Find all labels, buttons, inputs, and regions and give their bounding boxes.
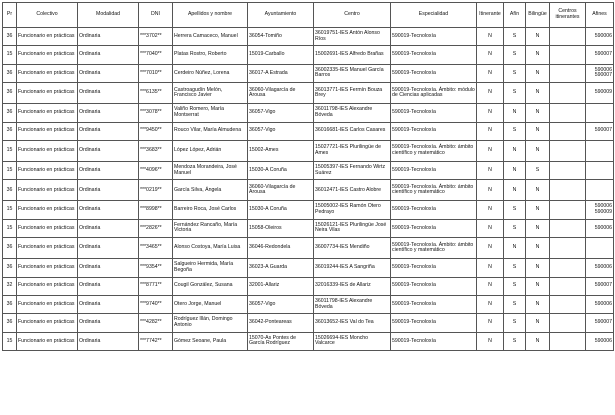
cell-afin: S xyxy=(504,28,526,46)
cell-afin: S xyxy=(504,64,526,82)
cell-nombre: Barreiro Roca, José Carlos xyxy=(173,201,248,219)
cell-pr: 32 xyxy=(3,277,17,295)
cell-afin: S xyxy=(504,201,526,219)
cell-especialidad: 590019-Tecnoloxía xyxy=(391,161,477,179)
cell-centros-itinerantes xyxy=(550,122,586,140)
cell-afines: 590007 xyxy=(586,46,614,64)
cell-dni: ***6135** xyxy=(139,83,173,104)
cell-modalidad: Ordinaria xyxy=(78,219,139,237)
cell-pr: 36 xyxy=(3,180,17,201)
cell-nombre: Herrera Camaceco, Manuel xyxy=(173,28,248,46)
column-header: Afín xyxy=(504,3,526,28)
cell-ayuntamiento: 36046-Redondela xyxy=(248,238,314,259)
cell-afines: 590007 xyxy=(586,277,614,295)
cell-centro: 36019751-IES Antón Alonso Ríos xyxy=(314,28,391,46)
cell-centros-itinerantes xyxy=(550,28,586,46)
column-header: Especialidad xyxy=(391,3,477,28)
cell-itinerante: N xyxy=(477,46,504,64)
cell-especialidad: 590019-Tecnoloxía. Ámbito: ámbito científico y matemático xyxy=(391,180,477,201)
cell-pr: 15 xyxy=(3,332,17,350)
column-header: Modalidad xyxy=(78,3,139,28)
cell-afines: 590006 xyxy=(586,259,614,277)
cell-centro: 36002335-IES Manuel García Barros xyxy=(314,64,391,82)
cell-afines xyxy=(586,238,614,259)
cell-bilingue: N xyxy=(526,46,550,64)
cell-bilingue: S xyxy=(526,161,550,179)
cell-dni: ***9740** xyxy=(139,295,173,313)
cell-modalidad: Ordinaria xyxy=(78,64,139,82)
column-header: Pr xyxy=(3,3,17,28)
cell-ayuntamiento: 15070-As Pontes de García Rodríguez xyxy=(248,332,314,350)
table-row xyxy=(3,295,614,313)
cell-ayuntamiento: 36042-Ponteareas xyxy=(248,314,314,332)
cell-especialidad: 590019-Tecnoloxía xyxy=(391,46,477,64)
cell-ayuntamiento: 36023-A Guarda xyxy=(248,259,314,277)
cell-modalidad: Ordinaria xyxy=(78,140,139,161)
cell-ayuntamiento: 36060-Vilagarcía de Arousa xyxy=(248,180,314,201)
cell-dni: ***7010** xyxy=(139,64,173,82)
cell-afines xyxy=(586,104,614,122)
cell-colectivo: Funcionario en prácticas xyxy=(17,238,78,259)
cell-afin: S xyxy=(504,83,526,104)
cell-modalidad: Ordinaria xyxy=(78,238,139,259)
cell-pr: 15 xyxy=(3,140,17,161)
cell-pr: 36 xyxy=(3,104,17,122)
cell-itinerante: N xyxy=(477,259,504,277)
cell-modalidad: Ordinaria xyxy=(78,122,139,140)
cell-especialidad: 590019-Tecnoloxía xyxy=(391,28,477,46)
cell-dni: ***7040** xyxy=(139,46,173,64)
cell-bilingue: N xyxy=(526,104,550,122)
table-row xyxy=(3,259,614,277)
cell-bilingue: N xyxy=(526,122,550,140)
cell-dni: ***8998** xyxy=(139,201,173,219)
cell-especialidad: 590019-Tecnoloxía xyxy=(391,332,477,350)
table-row xyxy=(3,64,614,82)
cell-colectivo: Funcionario en prácticas xyxy=(17,180,78,201)
cell-afines: 590006 590009 xyxy=(586,201,614,219)
cell-nombre: Otero Jorge, Manuel xyxy=(173,295,248,313)
cell-afines: 590006 xyxy=(586,219,614,237)
cell-especialidad: 590019-Tecnoloxía xyxy=(391,104,477,122)
cell-afin: N xyxy=(504,104,526,122)
cell-afines xyxy=(586,161,614,179)
cell-especialidad: 590019-Tecnoloxía xyxy=(391,295,477,313)
cell-dni: ***4096** xyxy=(139,161,173,179)
cell-itinerante: N xyxy=(477,332,504,350)
cell-itinerante: N xyxy=(477,122,504,140)
cell-ayuntamiento: 15030-A Coruña xyxy=(248,161,314,179)
table-row xyxy=(3,122,614,140)
table-row xyxy=(3,140,614,161)
cell-modalidad: Ordinaria xyxy=(78,104,139,122)
cell-centros-itinerantes xyxy=(550,314,586,332)
cell-pr: 15 xyxy=(3,201,17,219)
cell-pr: 15 xyxy=(3,219,17,237)
cell-bilingue: N xyxy=(526,64,550,82)
cell-afin: S xyxy=(504,277,526,295)
cell-colectivo: Funcionario en prácticas xyxy=(17,140,78,161)
cell-ayuntamiento: 15058-Oleiros xyxy=(248,219,314,237)
cell-nombre: Salgueiro Hermida, María Begoña xyxy=(173,259,248,277)
cell-nombre: Cougil González, Susana xyxy=(173,277,248,295)
cell-centro: 15005002-IES Ramón Otero Pedrayo xyxy=(314,201,391,219)
table-header xyxy=(3,3,614,28)
cell-bilingue: N xyxy=(526,277,550,295)
cell-bilingue: N xyxy=(526,219,550,237)
table-row xyxy=(3,104,614,122)
cell-nombre: García Silva, Ángela xyxy=(173,180,248,201)
cell-centro: 15026694-IES Moncho Valcarce xyxy=(314,332,391,350)
cell-colectivo: Funcionario en prácticas xyxy=(17,295,78,313)
cell-centros-itinerantes xyxy=(550,83,586,104)
table-row xyxy=(3,28,614,46)
cell-afin: N xyxy=(504,180,526,201)
table-body xyxy=(3,28,614,351)
cell-pr: 36 xyxy=(3,28,17,46)
cell-dni: ***7742** xyxy=(139,332,173,350)
cell-centro: 36013652-IES Val do Tea xyxy=(314,314,391,332)
cell-afin: N xyxy=(504,140,526,161)
cell-centros-itinerantes xyxy=(550,238,586,259)
cell-nombre: Gómez Seoane, Paula xyxy=(173,332,248,350)
table-row xyxy=(3,46,614,64)
cell-afin: S xyxy=(504,259,526,277)
cell-dni: ***3465** xyxy=(139,238,173,259)
cell-afin: S xyxy=(504,295,526,313)
cell-modalidad: Ordinaria xyxy=(78,46,139,64)
cell-pr: 36 xyxy=(3,64,17,82)
cell-centros-itinerantes xyxy=(550,161,586,179)
cell-centros-itinerantes xyxy=(550,201,586,219)
column-header: Colectivo xyxy=(17,3,78,28)
cell-pr: 36 xyxy=(3,314,17,332)
cell-dni: ***3683** xyxy=(139,140,173,161)
cell-ayuntamiento: 15019-Carballo xyxy=(248,46,314,64)
table-row xyxy=(3,332,614,350)
cell-bilingue: N xyxy=(526,83,550,104)
cell-ayuntamiento: 15030-A Coruña xyxy=(248,201,314,219)
cell-especialidad: 590019-Tecnoloxía xyxy=(391,122,477,140)
cell-modalidad: Ordinaria xyxy=(78,161,139,179)
cell-pr: 15 xyxy=(3,161,17,179)
cell-especialidad: 590019-Tecnoloxía xyxy=(391,219,477,237)
cell-pr: 36 xyxy=(3,83,17,104)
column-header: Itinerante xyxy=(477,3,504,28)
cell-nombre: Alonso Costoya, María Luisa xyxy=(173,238,248,259)
cell-especialidad: 590019-Tecnoloxía xyxy=(391,201,477,219)
cell-especialidad: 590019-Tecnoloxía. Ámbito: ámbito científico y matemático xyxy=(391,238,477,259)
cell-modalidad: Ordinaria xyxy=(78,259,139,277)
cell-ayuntamiento: 36057-Vigo xyxy=(248,295,314,313)
cell-afines: 590006 xyxy=(586,28,614,46)
cell-bilingue: N xyxy=(526,295,550,313)
cell-colectivo: Funcionario en prácticas xyxy=(17,201,78,219)
cell-nombre: Rodríguez Illán, Domingo Antonio xyxy=(173,314,248,332)
cell-dni: ***8771** xyxy=(139,277,173,295)
cell-centro: 36013771-IES Fermín Bouza Brey xyxy=(314,83,391,104)
cell-afines xyxy=(586,140,614,161)
cell-itinerante: N xyxy=(477,28,504,46)
cell-nombre: López López, Adrián xyxy=(173,140,248,161)
cell-centro: 36007734-IES Mendiño xyxy=(314,238,391,259)
cell-especialidad: 590019-Tecnoloxía. Ámbito: ámbito científico y matemático xyxy=(391,140,477,161)
cell-centro: 32016339-IES de Allariz xyxy=(314,277,391,295)
cell-afines: 590006 xyxy=(586,295,614,313)
cell-centro: 36011798-IES Alexandre Bóveda xyxy=(314,295,391,313)
cell-centros-itinerantes xyxy=(550,259,586,277)
cell-itinerante: N xyxy=(477,295,504,313)
cell-bilingue: N xyxy=(526,140,550,161)
cell-centros-itinerantes xyxy=(550,277,586,295)
table-row xyxy=(3,161,614,179)
cell-afines: 590007 xyxy=(586,314,614,332)
column-header: Bilingüe xyxy=(526,3,550,28)
cell-afines: 590006 590007 xyxy=(586,64,614,82)
cell-ayuntamiento: 36057-Vigo xyxy=(248,122,314,140)
cell-colectivo: Funcionario en prácticas xyxy=(17,332,78,350)
cell-afines: 590009 xyxy=(586,83,614,104)
cell-especialidad: 590019-Tecnoloxía xyxy=(391,64,477,82)
cell-centros-itinerantes xyxy=(550,64,586,82)
cell-modalidad: Ordinaria xyxy=(78,332,139,350)
cell-afin: N xyxy=(504,161,526,179)
cell-dni: ***9354** xyxy=(139,259,173,277)
cell-itinerante: N xyxy=(477,64,504,82)
cell-bilingue: N xyxy=(526,28,550,46)
column-header: Afines xyxy=(586,3,614,28)
cell-ayuntamiento: 15002-Ames xyxy=(248,140,314,161)
cell-ayuntamiento: 32001-Allariz xyxy=(248,277,314,295)
cell-dni: ***2826** xyxy=(139,219,173,237)
cell-pr: 36 xyxy=(3,295,17,313)
cell-modalidad: Ordinaria xyxy=(78,83,139,104)
cell-centros-itinerantes xyxy=(550,295,586,313)
cell-colectivo: Funcionario en prácticas xyxy=(17,64,78,82)
header-row xyxy=(3,3,614,28)
cell-colectivo: Funcionario en prácticas xyxy=(17,104,78,122)
table-row xyxy=(3,219,614,237)
cell-afines xyxy=(586,180,614,201)
cell-centro: 15002691-IES Alfredo Brañas xyxy=(314,46,391,64)
cell-colectivo: Funcionario en prácticas xyxy=(17,28,78,46)
table-row xyxy=(3,314,614,332)
cell-centros-itinerantes xyxy=(550,332,586,350)
cell-afin: N xyxy=(504,238,526,259)
cell-itinerante: N xyxy=(477,314,504,332)
cell-afines: 590006 xyxy=(586,332,614,350)
column-header: DNI xyxy=(139,3,173,28)
cell-centro: 15005397-IES Fernando Wirtz Suárez xyxy=(314,161,391,179)
cell-colectivo: Funcionario en prácticas xyxy=(17,83,78,104)
cell-modalidad: Ordinaria xyxy=(78,180,139,201)
cell-pr: 36 xyxy=(3,238,17,259)
cell-ayuntamiento: 36054-Tomiño xyxy=(248,28,314,46)
table-row xyxy=(3,201,614,219)
cell-afin: S xyxy=(504,332,526,350)
cell-ayuntamiento: 36060-Vilagarcía de Arousa xyxy=(248,83,314,104)
cell-pr: 15 xyxy=(3,46,17,64)
cell-afin: S xyxy=(504,46,526,64)
column-header: Apellidos y nombre xyxy=(173,3,248,28)
cell-nombre: Castroagudín Melón, Francisco Javier xyxy=(173,83,248,104)
cell-dni: ***3078** xyxy=(139,104,173,122)
cell-centro: 15026121-IES Plurilingüe José Neira Vilas xyxy=(314,219,391,237)
cell-modalidad: Ordinaria xyxy=(78,28,139,46)
cell-centro: 36016681-IES Carlos Casares xyxy=(314,122,391,140)
cell-modalidad: Ordinaria xyxy=(78,295,139,313)
cell-bilingue: N xyxy=(526,332,550,350)
cell-nombre: Rouco Vilar, María Almudena xyxy=(173,122,248,140)
cell-colectivo: Funcionario en prácticas xyxy=(17,259,78,277)
cell-pr: 36 xyxy=(3,259,17,277)
cell-centros-itinerantes xyxy=(550,180,586,201)
cell-especialidad: 590019-Tecnoloxía xyxy=(391,314,477,332)
cell-colectivo: Funcionario en prácticas xyxy=(17,122,78,140)
cell-centros-itinerantes xyxy=(550,46,586,64)
cell-modalidad: Ordinaria xyxy=(78,277,139,295)
column-header: Ayuntamiento xyxy=(248,3,314,28)
cell-itinerante: N xyxy=(477,140,504,161)
cell-especialidad: 590019-Tecnoloxía. Ámbito: módulo de Ciencias aplicadas xyxy=(391,83,477,104)
cell-itinerante: N xyxy=(477,161,504,179)
table-row xyxy=(3,83,614,104)
table-row xyxy=(3,238,614,259)
column-header: Centro xyxy=(314,3,391,28)
cell-especialidad: 590019-Tecnoloxía xyxy=(391,259,477,277)
cell-pr: 36 xyxy=(3,122,17,140)
cell-bilingue: N xyxy=(526,238,550,259)
cell-ayuntamiento: 36017-A Estrada xyxy=(248,64,314,82)
cell-nombre: Fernández Rancaño, María Victoria xyxy=(173,219,248,237)
cell-itinerante: N xyxy=(477,219,504,237)
cell-colectivo: Funcionario en prácticas xyxy=(17,219,78,237)
cell-centro: 15027721-IES Plurilingüe de Ames xyxy=(314,140,391,161)
cell-afines: 590007 xyxy=(586,122,614,140)
cell-centro: 36019244-IES A Sangriña xyxy=(314,259,391,277)
cell-centro: 36012471-IES Castro Alobre xyxy=(314,180,391,201)
cell-itinerante: N xyxy=(477,201,504,219)
cell-afin: S xyxy=(504,219,526,237)
cell-dni: ***3702** xyxy=(139,28,173,46)
cell-itinerante: N xyxy=(477,104,504,122)
cell-afin: S xyxy=(504,122,526,140)
cell-centro: 36011798-IES Alexandre Bóveda xyxy=(314,104,391,122)
cell-centros-itinerantes xyxy=(550,140,586,161)
cell-colectivo: Funcionario en prácticas xyxy=(17,277,78,295)
cell-itinerante: N xyxy=(477,83,504,104)
cell-bilingue: N xyxy=(526,314,550,332)
cell-modalidad: Ordinaria xyxy=(78,314,139,332)
cell-ayuntamiento: 36057-Vigo xyxy=(248,104,314,122)
cell-colectivo: Funcionario en prácticas xyxy=(17,314,78,332)
cell-modalidad: Ordinaria xyxy=(78,201,139,219)
cell-nombre: Cerdeiro Núñez, Lorena xyxy=(173,64,248,82)
table-row xyxy=(3,277,614,295)
cell-dni: ***0219** xyxy=(139,180,173,201)
cell-colectivo: Funcionario en prácticas xyxy=(17,161,78,179)
cell-bilingue: N xyxy=(526,259,550,277)
table-row xyxy=(3,180,614,201)
cell-especialidad: 590019-Tecnoloxía xyxy=(391,277,477,295)
cell-nombre: Platas Rostro, Roberto xyxy=(173,46,248,64)
cell-dni: ***9450** xyxy=(139,122,173,140)
assignments-table xyxy=(2,2,614,351)
cell-nombre: Mendoza Morandeira, José Manuel xyxy=(173,161,248,179)
cell-colectivo: Funcionario en prácticas xyxy=(17,46,78,64)
cell-afin: S xyxy=(504,314,526,332)
cell-dni: ***4282** xyxy=(139,314,173,332)
column-header: Centros itinerantes xyxy=(550,3,586,28)
cell-bilingue: N xyxy=(526,180,550,201)
cell-nombre: Valiño Romero, María Montserrat xyxy=(173,104,248,122)
cell-itinerante: N xyxy=(477,180,504,201)
cell-itinerante: N xyxy=(477,277,504,295)
cell-centros-itinerantes xyxy=(550,219,586,237)
cell-centros-itinerantes xyxy=(550,104,586,122)
cell-itinerante: N xyxy=(477,238,504,259)
cell-bilingue: N xyxy=(526,201,550,219)
